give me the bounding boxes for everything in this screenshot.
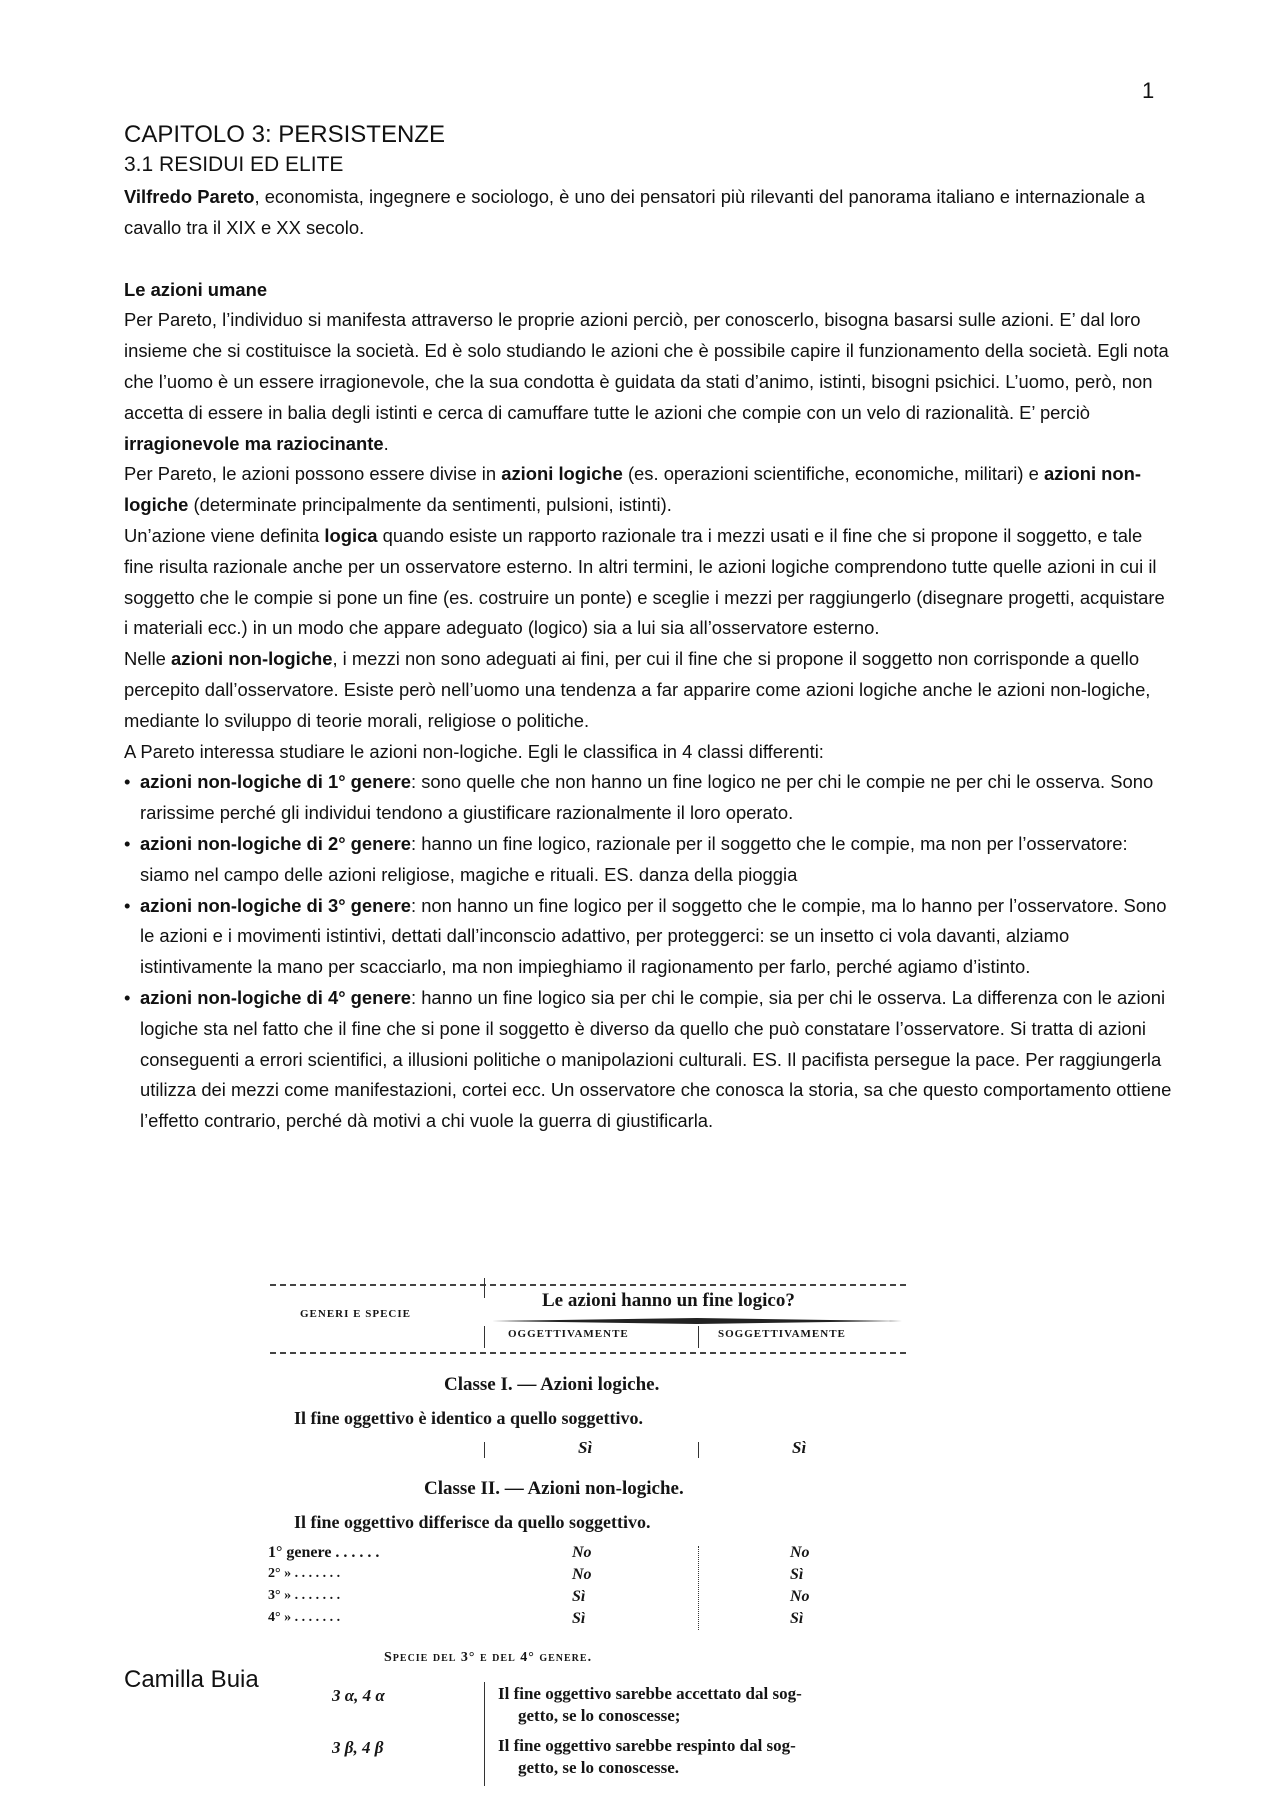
p2-text-b: (es. operazioni scientifiche, economiche, militari) e — [622, 463, 1044, 485]
table-header-rule — [270, 1352, 906, 1354]
genre-4-label: azioni non-logiche di 4° genere — [140, 986, 411, 1008]
genre-4-text: : hanno un fine logico sia per chi le compie, sia per chi le osserva. La differenza con le azioni logiche sta nel fatto che il fine che si pone il soggetto è diverso da quello che può constatare l’osservatore. Si tratta di azioni conseguenti a errori scientifici, a illusioni politiche o manipolazioni culturali. ES. Il pacifista persegue la pace. Per raggiungerla utilizza dei mezzi come manifestazioni, cortei ecc. Un osservatore che conosca la storia, sa che questo comportamento ottiene l’effetto contrario, perché dà motivi a chi vuole la guerra di giustificarla. — [140, 986, 1172, 1132]
row-3-subjective: No — [790, 1588, 810, 1605]
class1-subjective: Sì — [792, 1438, 807, 1457]
row-2-subjective: Sì — [790, 1566, 804, 1583]
class2-divider — [698, 1546, 699, 1630]
col-objective: OGGETTIVAMENTE — [508, 1328, 629, 1340]
class2-subtitle: Il fine oggettivo differisce da quello soggettivo. — [294, 1512, 651, 1532]
chapter-title: CAPITOLO 3: PERSISTENZE — [124, 121, 445, 148]
pareto-name: Vilfredo Pareto — [124, 186, 255, 207]
row-3-label: 3° » . . . . . . . — [268, 1588, 341, 1603]
subheading: Le azioni umane — [124, 278, 268, 300]
row-4-label: 4° » . . . . . . . — [268, 1610, 341, 1625]
p3-bold-a: logica — [324, 524, 378, 546]
p3-text-b: quando esiste un rapporto razionale tra i mezzi usati e il fine che si propone il soggetto, e tale fine risulta razionale anche per un osservatore esterno. In altri termini, le azioni logiche comprendono tutte quelle azioni in cui il soggetto che le compie si pone un fine (es. costruire un ponte) e sceglie i mezzi per raggiungerlo (disegnare progetti, acquistare i materiali ecc.) in un modo che appare adeguato (logico) sia a lui sia all’osservatore esterno. — [124, 524, 1165, 639]
p1-text-b: . — [383, 432, 389, 454]
class2-title: Classe II. — Azioni non-logiche. — [424, 1478, 684, 1499]
genre-2-text: : hanno un fine logico, razionale per il soggetto che le compie, ma non per l’osservatore: siamo nel campo delle azioni religiose, magiche e rituali. ES. danza della pioggia — [140, 832, 1128, 885]
section-title: 3.1 RESIDUI ED ELITE — [124, 153, 344, 176]
paragraph-non-logical — [124, 644, 1172, 736]
page-number: 1 — [1142, 78, 1155, 103]
classification-table-image — [262, 1278, 912, 1798]
p2-bold-a: azioni logiche — [501, 463, 623, 485]
table-header-left: GENERI E SPECIE — [300, 1308, 411, 1320]
genre-3-text: : non hanno un fine logico per il soggetto che le compie, ma lo hanno per l’osservatore. Sono le azioni e i movimenti istintivi, dettati dall’inconscio adattivo, per proteggerci: se un insetto ci vola davanti, alziamo istintivamente la mano per scacciarlo, ma non impieghiamo il ragionamento per farlo, perché agiamo d’istinto. — [140, 894, 1167, 978]
p1-text-a: Per Pareto, l’individuo si manifesta attraverso le proprie azioni perciò, per conoscerlo, bisogna basarsi sulle azioni. E’ dal loro insieme che si costituisce la società. Ed è solo studiando le azioni che è possibile capire il funzionamento della società. Egli nota che l’uomo è un essere irragionevole, che la sua condotta è guidata da stati d’animo, istinti, bisogni psichici. L’uomo, però, non accetta di essere in balia degli istinti e cerca di camuffare tutte le azioni che compie con un velo di razionalità. E’ perciò — [124, 309, 1169, 423]
list-item — [124, 891, 1172, 983]
table-header-question: Le azioni hanno un fine logico? — [542, 1290, 795, 1311]
species-1-line-1: Il fine oggettivo sarebbe accettato dal sog- — [498, 1684, 802, 1703]
intro-text: , economista, ingegnere e sociologo, è uno dei pensatori più rilevanti del panorama italiano e internazionale a cavallo tra il XIX e XX secolo. — [124, 186, 1145, 238]
row-2-objective: No — [572, 1566, 592, 1583]
paragraph-individual — [124, 305, 1172, 459]
species-2-line-1: Il fine oggettivo sarebbe respinto dal sog- — [498, 1736, 796, 1755]
species-title: Specie del 3° e del 4° genere. — [384, 1650, 593, 1665]
paragraph-division — [124, 459, 1172, 521]
list-item — [124, 983, 1172, 1137]
genre-1-text: : sono quelle che non hanno un fine logico ne per chi le compie ne per chi le osserva. Sono rarissime perché gli individui tendono a giustificare razionalmente il loro operato. — [140, 771, 1154, 824]
paragraph-gap — [124, 244, 1172, 275]
species-1-label: 3 α, 4 α — [332, 1686, 385, 1705]
paragraph-classification: A Pareto interessa studiare le azioni non-logiche. Egli le classifica in 4 classi differenti: — [124, 740, 824, 762]
genre-3-label: azioni non-logiche di 3° genere — [140, 894, 411, 916]
header-divider-right — [698, 1326, 699, 1348]
p4-text-a: Nelle — [124, 648, 172, 670]
list-item — [124, 767, 1172, 829]
p4-bold-a: azioni non-logiche — [171, 648, 333, 670]
p2-text-c: (determinate principalmente da sentimenti, pulsioni, istinti). — [188, 494, 672, 516]
row-3-objective: Sì — [572, 1588, 586, 1605]
row-4-objective: Sì — [572, 1610, 586, 1627]
row-4-subjective: Sì — [790, 1610, 804, 1627]
class1-title: Classe I. — Azioni logiche. — [444, 1374, 660, 1395]
species-1-line-2: getto, se lo conoscesse; — [518, 1706, 681, 1725]
row-2-label: 2° » . . . . . . . — [268, 1566, 341, 1581]
p4-text-b: , i mezzi non sono adeguati ai fini, per cui il fine che si propone il soggetto non corrisponde a quello percepito dall’osservatore. Esiste però nell’uomo una tendenza a far apparire come azioni logiche anche le azioni non-logiche, mediante lo sviluppo di teorie morali, religiose o politiche. — [124, 648, 1151, 731]
species-2-line-2: getto, se lo conoscesse. — [518, 1758, 679, 1777]
intro-paragraph — [124, 182, 1172, 244]
genres-list — [124, 767, 1172, 1137]
row-1-label: 1° genere . . . . . . — [268, 1544, 380, 1561]
row-1-objective: No — [572, 1544, 592, 1561]
table-top-rule — [270, 1284, 906, 1286]
list-item — [124, 829, 1172, 891]
class1-objective: Sì — [578, 1438, 593, 1457]
footer-author: Camilla Buia — [124, 1666, 259, 1693]
header-swash — [492, 1318, 902, 1324]
document-body — [124, 120, 1172, 1137]
class1-divider-left — [484, 1442, 485, 1458]
class1-divider-right — [698, 1442, 699, 1458]
row-1-subjective: No — [790, 1544, 810, 1561]
p2-bold-b: azioni non-logiche — [124, 463, 1141, 516]
header-divider-left — [484, 1326, 485, 1348]
species-divider — [484, 1682, 485, 1786]
col-subjective: SOGGETTIVAMENTE — [718, 1328, 846, 1340]
header-divider-top — [484, 1278, 485, 1298]
p1-bold-a: irragionevole ma raziocinante — [124, 432, 384, 454]
p3-text-a: Un’azione viene definita — [124, 524, 325, 546]
paragraph-logical — [124, 521, 1172, 644]
p2-text-a: Per Pareto, le azioni possono essere divise in — [124, 463, 502, 485]
genre-1-label: azioni non-logiche di 1° genere — [140, 771, 411, 793]
species-2-label: 3 β, 4 β — [332, 1738, 384, 1757]
genre-2-label: azioni non-logiche di 2° genere — [140, 832, 411, 854]
class1-subtitle: Il fine oggettivo è identico a quello soggettivo. — [294, 1408, 643, 1428]
